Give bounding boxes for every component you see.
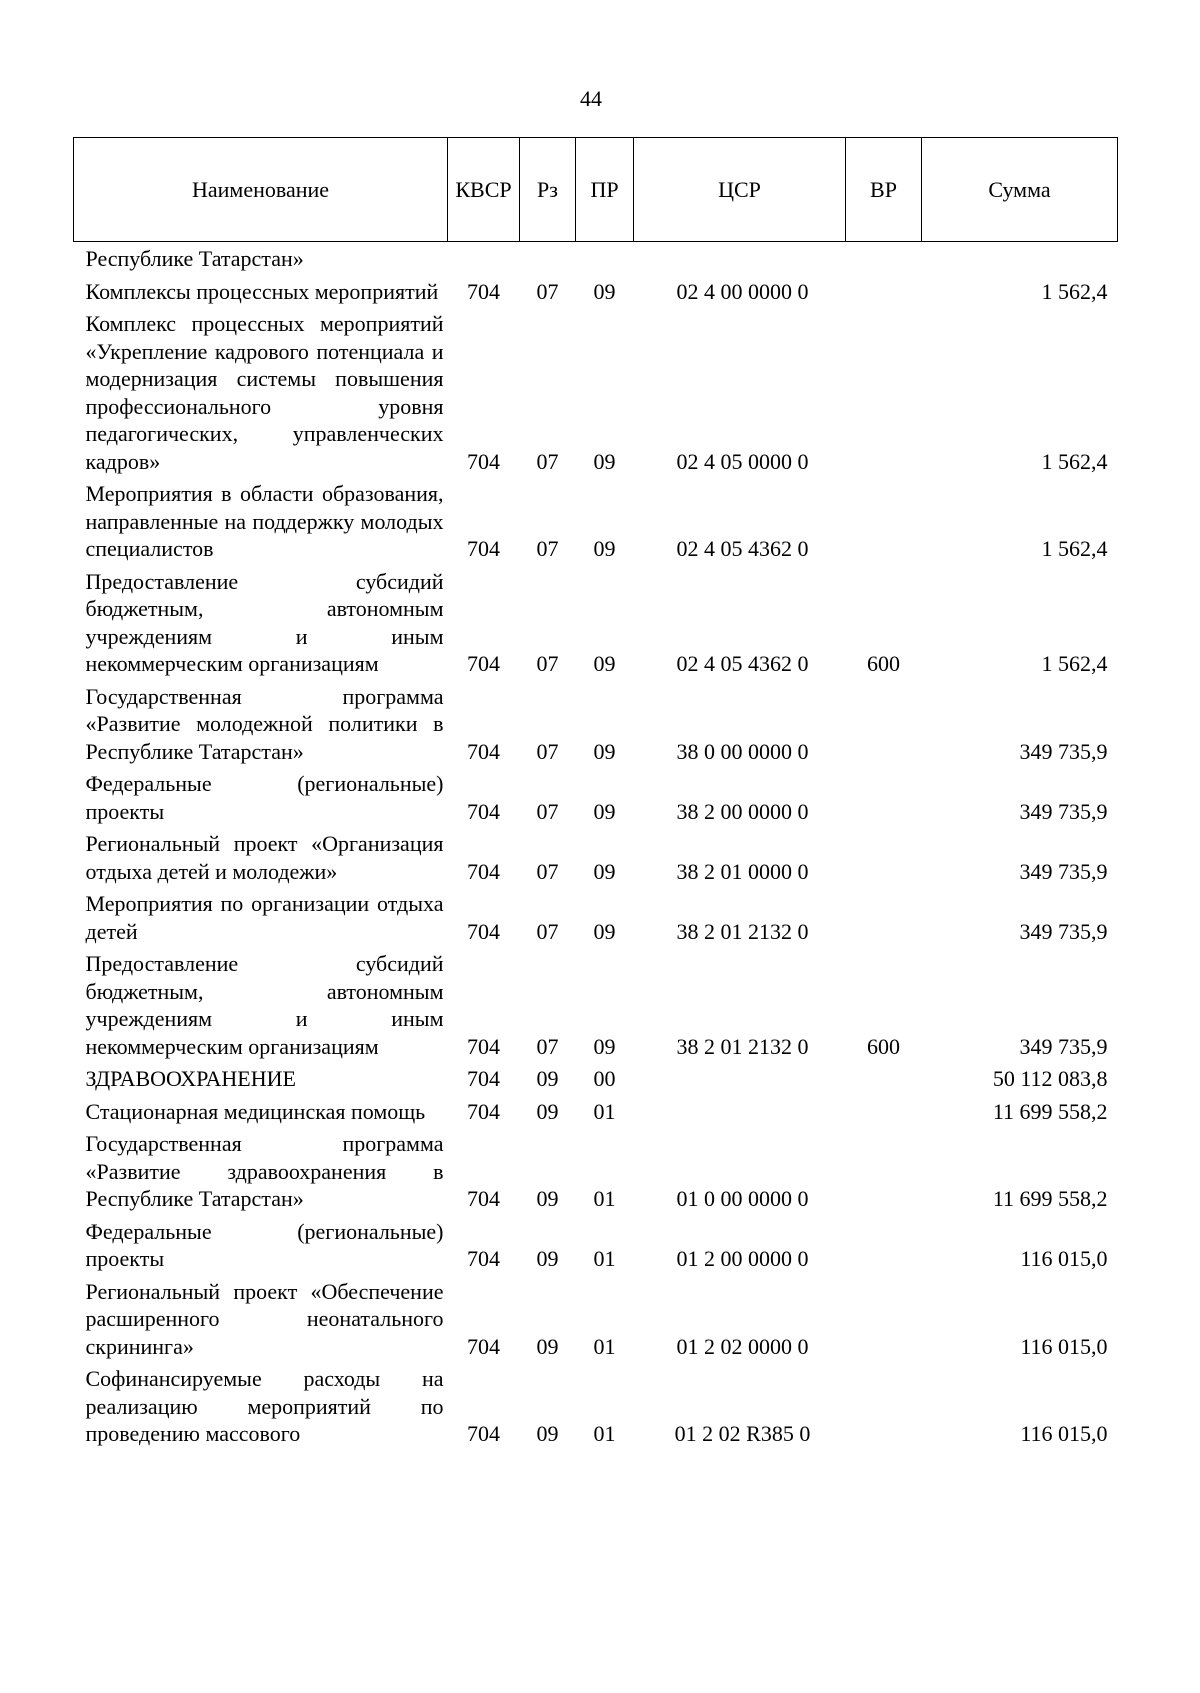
cell-sum: 349 735,9: [1019, 798, 1108, 824]
cell-pr: 09: [593, 651, 616, 676]
cell-vr: [846, 307, 922, 477]
cell-kvsr: 704: [467, 1186, 500, 1211]
table-row: [74, 947, 1118, 1062]
cell-csr: 02 4 00 0000 0: [676, 278, 809, 304]
cell-vr: [846, 827, 922, 887]
cell-sum: 11 699 558,2: [992, 1186, 1108, 1211]
table-row: [74, 477, 1118, 565]
cell-csr: 38 0 00 0000 0: [676, 738, 809, 764]
cell-kvsr: 704: [467, 1333, 500, 1359]
cell-kvsr: [448, 242, 520, 275]
cell-kvsr: 704: [467, 1033, 500, 1059]
table-row: [74, 242, 1118, 275]
cell-pr: 09: [593, 1033, 616, 1059]
cell-csr: 01 2 02 0000 0: [676, 1333, 809, 1359]
cell-sum: 349 735,9: [1019, 918, 1108, 944]
cell-sum: [922, 242, 1118, 275]
cell-name: Мероприятия по организации отдыха детей: [85, 891, 444, 944]
cell-pr: [576, 242, 634, 275]
header-csr: ЦСР: [634, 138, 846, 242]
cell-csr: 38 2 01 2132 0: [676, 1033, 809, 1059]
cell-kvsr: 704: [467, 651, 500, 676]
table-row: [74, 1275, 1118, 1363]
cell-name: Региональный проект «Обеспечение расширенного неонатального скрининга»: [85, 1278, 444, 1359]
cell-name: Государственная программа «Развитие здравоохранения в Республике Татарстан»: [85, 1131, 444, 1211]
cell-pr: 01: [593, 1246, 616, 1271]
table-header: [74, 138, 1118, 242]
cell-vr: 600: [867, 1033, 900, 1059]
cell-kvsr: 704: [467, 738, 500, 764]
cell-name: Предоставление субсидий бюджетным, автономным учреждениям и иным некоммерческим организациям: [85, 568, 444, 676]
header-kvsr: КВСР: [448, 138, 520, 242]
cell-rz: 09: [536, 1066, 559, 1091]
cell-sum: 116 015,0: [1020, 1246, 1108, 1271]
cell-sum: 1 562,4: [1041, 651, 1108, 676]
cell-sum: 349 735,9: [1019, 1033, 1108, 1059]
cell-kvsr: 704: [467, 798, 500, 824]
cell-kvsr: 704: [467, 536, 500, 561]
cell-csr: [634, 1062, 846, 1095]
cell-name: Федеральные (региональные) проекты: [85, 1218, 444, 1271]
cell-rz: [520, 242, 576, 275]
cell-rz: 07: [536, 798, 559, 824]
table-row: [74, 565, 1118, 680]
cell-vr: 600: [867, 651, 900, 676]
cell-rz: 09: [536, 1421, 559, 1446]
cell-name: Стационарная медицинская помощь: [85, 1098, 426, 1124]
cell-rz: 07: [536, 651, 559, 676]
cell-rz: 07: [536, 738, 559, 764]
cell-name: Комплекс процессных мероприятий «Укрепление кадрового потенциала и модернизация системы повышения профессионального уровня педагогических, управленческих кадров»: [85, 311, 444, 474]
cell-name: Федеральные (региональные) проекты: [85, 771, 444, 824]
cell-pr: 00: [593, 1066, 616, 1091]
table-row: [74, 1127, 1118, 1215]
cell-rz: 09: [536, 1186, 559, 1211]
table-row: [74, 275, 1118, 308]
cell-vr: [846, 477, 922, 565]
cell-vr: [846, 242, 922, 275]
cell-rz: 07: [536, 918, 559, 944]
cell-csr: 01 0 00 0000 0: [676, 1186, 809, 1211]
cell-csr: 01 2 00 0000 0: [676, 1246, 809, 1271]
cell-sum: 349 735,9: [1019, 858, 1108, 884]
table-row: [74, 307, 1118, 477]
cell-vr: [846, 887, 922, 947]
cell-name: Предоставление субсидий бюджетным, автономным учреждениям и иным некоммерческим организациям: [85, 951, 444, 1059]
cell-vr: [846, 1215, 922, 1275]
cell-kvsr: 704: [467, 278, 500, 304]
cell-rz: 07: [536, 448, 559, 474]
cell-kvsr: 704: [467, 1098, 500, 1124]
cell-rz: 09: [536, 1246, 559, 1271]
cell-pr: 01: [593, 1421, 616, 1446]
cell-sum: 1 562,4: [1041, 278, 1108, 304]
header-pr: ПР: [576, 138, 634, 242]
cell-rz: 07: [536, 536, 559, 561]
cell-name: Республике Татарстан»: [85, 246, 304, 271]
cell-rz: 07: [536, 1033, 559, 1059]
cell-pr: 01: [593, 1333, 616, 1359]
table-row: [74, 1062, 1118, 1095]
table-row: [74, 1095, 1118, 1128]
cell-name: Государственная программа «Развитие молодежной политики в Республике Татарстан»: [85, 683, 444, 764]
cell-name: Комплексы процессных мероприятий: [85, 278, 439, 304]
cell-vr: [846, 680, 922, 768]
cell-vr: [846, 1127, 922, 1215]
table-row: [74, 1362, 1118, 1450]
cell-sum: 349 735,9: [1019, 738, 1108, 764]
cell-sum: 116 015,0: [1020, 1333, 1108, 1359]
cell-sum: 50 112 083,8: [992, 1066, 1108, 1091]
cell-kvsr: 704: [467, 1066, 500, 1091]
cell-vr: [846, 767, 922, 827]
cell-pr: 01: [593, 1186, 616, 1211]
cell-csr: 02 4 05 4362 0: [676, 536, 809, 561]
cell-pr: 09: [593, 536, 616, 561]
cell-name: Мероприятия в области образования, направленные на поддержку молодых специалистов: [85, 481, 444, 561]
table-body: [74, 242, 1118, 1450]
cell-vr: [846, 275, 922, 308]
page-number: 44: [580, 86, 602, 111]
cell-csr: 01 2 02 R385 0: [674, 1421, 811, 1446]
cell-rz: 07: [536, 858, 559, 884]
header-sum: Сумма: [922, 138, 1118, 242]
cell-kvsr: 704: [467, 1246, 500, 1271]
cell-csr: 38 2 01 0000 0: [676, 858, 809, 884]
cell-csr: [634, 1095, 846, 1128]
cell-pr: 09: [593, 918, 616, 944]
cell-kvsr: 704: [467, 448, 500, 474]
cell-csr: 38 2 01 2132 0: [676, 918, 809, 944]
cell-sum: 11 699 558,2: [992, 1098, 1108, 1124]
cell-csr: 02 4 05 4362 0: [676, 651, 809, 676]
cell-kvsr: 704: [467, 918, 500, 944]
cell-kvsr: 704: [467, 858, 500, 884]
cell-pr: 09: [593, 448, 616, 474]
cell-vr: [846, 1062, 922, 1095]
cell-pr: 09: [593, 278, 616, 304]
cell-rz: 07: [536, 278, 559, 304]
table-row: [74, 1215, 1118, 1275]
cell-rz: 09: [536, 1098, 559, 1124]
cell-vr: [846, 1095, 922, 1128]
cell-name: Региональный проект «Организация отдыха детей и молодежи»: [85, 831, 444, 884]
header-vr: ВР: [846, 138, 922, 242]
table-row: [74, 767, 1118, 827]
budget-table: [73, 137, 1118, 1450]
cell-pr: 09: [593, 798, 616, 824]
cell-csr: 02 4 05 0000 0: [676, 448, 809, 474]
cell-csr: 38 2 00 0000 0: [676, 798, 809, 824]
cell-sum: 1 562,4: [1041, 536, 1108, 561]
cell-pr: 01: [593, 1098, 616, 1124]
cell-pr: 09: [593, 738, 616, 764]
cell-pr: 09: [593, 858, 616, 884]
table-row: [74, 827, 1118, 887]
cell-vr: [846, 1362, 922, 1450]
cell-sum: 1 562,4: [1041, 448, 1108, 474]
cell-name: ЗДРАВООХРАНЕНИЕ: [85, 1066, 296, 1091]
header-rz: Рз: [520, 138, 576, 242]
cell-vr: [846, 1275, 922, 1363]
cell-name: Софинансируемые расходы на реализацию мероприятий по проведению массового: [85, 1366, 444, 1446]
header-name: Наименование: [74, 138, 448, 242]
cell-csr: [634, 242, 846, 275]
table-row: [74, 887, 1118, 947]
cell-kvsr: 704: [467, 1421, 500, 1446]
cell-rz: 09: [536, 1333, 559, 1359]
cell-sum: 116 015,0: [1020, 1421, 1108, 1446]
table-row: [74, 680, 1118, 768]
